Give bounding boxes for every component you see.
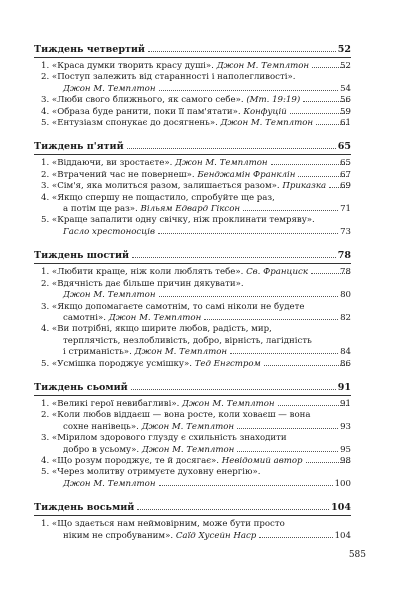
toc-entry[interactable] bbox=[34, 107, 351, 118]
toc-entry-line bbox=[41, 192, 351, 204]
entry-text bbox=[41, 455, 303, 467]
toc-entry[interactable] bbox=[34, 519, 351, 542]
entry-text bbox=[41, 467, 261, 478]
toc-section-heading[interactable] bbox=[34, 44, 351, 58]
entry-text bbox=[63, 445, 234, 456]
entry-page: 71 bbox=[340, 204, 351, 215]
toc-entry-line bbox=[41, 324, 351, 335]
entry-text bbox=[41, 118, 314, 129]
entry-text bbox=[41, 181, 327, 192]
toc-entry[interactable] bbox=[34, 158, 351, 169]
dot-leader bbox=[137, 509, 329, 510]
dot-leader bbox=[230, 353, 338, 354]
entry-text bbox=[63, 84, 156, 95]
entry-text bbox=[41, 324, 272, 335]
entry-text bbox=[41, 267, 308, 278]
entry-author: Джон М. Темплтон bbox=[134, 347, 228, 358]
toc-entry-line: 5. «Ентузіазм спонукає до досягнень». Джон М. Темплтон 61 bbox=[41, 118, 351, 129]
entry-author: Тед Енгстром bbox=[194, 358, 261, 369]
dot-leader bbox=[271, 164, 349, 165]
entry-text bbox=[41, 72, 296, 83]
toc-entry-line: 1. «Віддаючи, ви зростаєте». Джон М. Темплтон 65 bbox=[41, 158, 351, 169]
entry-text bbox=[63, 531, 256, 542]
entry-text bbox=[41, 301, 305, 313]
entry-quote: сохне нанівець». bbox=[63, 421, 142, 432]
toc-entry-line bbox=[41, 301, 351, 313]
entry-quote: 4. «Якщо спершу не пощастило, спробуйте ще раз, bbox=[41, 192, 275, 203]
entry-quote: 5. «Ентузіазм спонукає до досягнень». bbox=[41, 118, 221, 129]
entry-quote: 2. «Вдячність дає більше причин дякувати». bbox=[41, 278, 244, 289]
page-number: 585 bbox=[348, 550, 366, 560]
entry-quote: 3. «Якщо допомагаєте самотнім, то самі ніколи не будете bbox=[41, 301, 305, 312]
entry-quote: і стриманість». bbox=[63, 347, 135, 358]
entry-text bbox=[41, 215, 315, 226]
entry-text bbox=[63, 422, 234, 433]
entry-quote: 3. «Мірилом здорового глузду є схильність знаходити bbox=[41, 433, 287, 444]
section-page: 52 bbox=[337, 44, 351, 55]
entry-author: Св. Франциск bbox=[246, 267, 308, 278]
toc-entry-line bbox=[52, 84, 351, 95]
toc-entry[interactable] bbox=[34, 302, 351, 325]
entry-page: 95 bbox=[340, 444, 351, 455]
section-page: 78 bbox=[337, 250, 351, 262]
section-title: Тиждень шостий bbox=[34, 250, 130, 262]
toc-entry-line: 1. «Великі герої невибагливі». Джон М. Темплтон 91 bbox=[41, 398, 351, 409]
entry-text bbox=[41, 519, 285, 530]
entry-text bbox=[63, 204, 240, 215]
toc-entry[interactable] bbox=[34, 118, 351, 129]
entry-text bbox=[41, 433, 287, 444]
entry-text bbox=[41, 106, 287, 118]
toc-entry-line bbox=[41, 278, 351, 290]
entry-author: Приказка bbox=[282, 181, 327, 192]
entry-text bbox=[41, 61, 310, 72]
entry-author: Невідомий автор bbox=[221, 455, 303, 466]
entry-text bbox=[41, 192, 275, 204]
entry-page: 80 bbox=[340, 290, 351, 301]
entry-text bbox=[63, 227, 155, 238]
toc-section-heading[interactable] bbox=[34, 250, 351, 264]
toc-entry-line bbox=[41, 467, 351, 478]
entry-quote: 1. «Любити краще, ніж коли люблять тебе». bbox=[41, 267, 247, 278]
entry-text bbox=[63, 313, 201, 324]
toc-entry-line: 4. «Образа буде ранити, поки її пам'ятати». Конфуцій 59 bbox=[41, 106, 351, 117]
dot-leader bbox=[127, 148, 336, 149]
dot-leader bbox=[158, 233, 338, 234]
entry-quote: 5. «Краще запалити одну свічку, ніж проклинати темряву». bbox=[41, 215, 315, 226]
entry-author: Джон М. Темплтон bbox=[182, 398, 275, 409]
entry-quote: 1. «Що здається нам неймовірним, може бути просто bbox=[41, 519, 285, 530]
dot-leader bbox=[264, 365, 349, 366]
toc-entry-line bbox=[41, 410, 351, 421]
entry-text bbox=[41, 398, 275, 410]
toc-entry[interactable] bbox=[34, 433, 351, 456]
entry-quote: 1. «Віддаючи, ви зростаєте». bbox=[41, 158, 176, 169]
entry-quote: ніким не спробуваним». bbox=[63, 530, 176, 541]
dot-leader bbox=[159, 90, 339, 91]
entry-page: 73 bbox=[340, 226, 351, 237]
entry-text bbox=[63, 290, 156, 301]
toc-entry[interactable] bbox=[34, 215, 351, 238]
toc-entry[interactable] bbox=[34, 456, 351, 467]
entry-quote: 4. «Що розум породжує, те й досягає». bbox=[41, 455, 222, 466]
entry-quote: 5. «Усмішка породжує усмішку». bbox=[41, 358, 195, 369]
entry-quote: 2. «Поступ залежить від старанності і наполегливості». bbox=[41, 72, 296, 83]
entry-quote: 1. «Великі герої невибагливі». bbox=[41, 398, 183, 409]
dot-leader bbox=[132, 257, 336, 258]
dot-leader bbox=[243, 210, 338, 211]
toc-entry-line: 1. «Любити краще, ніж коли люблять тебе». Св. Франциск 78 bbox=[41, 267, 351, 278]
toc-entry-line bbox=[52, 336, 351, 347]
entry-quote: а потім ще раз». bbox=[63, 204, 141, 215]
entry-author: Джон М. Темплтон bbox=[220, 118, 314, 129]
entry-quote: 4. «Образа буде ранити, поки її пам'ятати». bbox=[41, 106, 244, 117]
entry-author: (Мт. 19:19) bbox=[246, 95, 301, 106]
dot-leader bbox=[148, 51, 336, 52]
entry-author: Конфуцій bbox=[243, 106, 287, 117]
toc-entry-line bbox=[52, 422, 351, 433]
entry-author: Вільям Едвард Гіксон bbox=[140, 204, 241, 215]
entry-quote: 4. «Ви потрібні, якщо ширите любов, радість, мир, bbox=[41, 324, 272, 335]
entry-quote: 1. «Краса думки творить красу душі». bbox=[41, 61, 217, 71]
section-page: 91 bbox=[337, 381, 351, 393]
toc-entry-line bbox=[52, 445, 351, 456]
toc-entry-line bbox=[52, 531, 351, 542]
toc-entry[interactable] bbox=[34, 72, 351, 95]
entry-text bbox=[41, 358, 261, 370]
entry-quote: самотні». bbox=[63, 312, 109, 323]
toc-entry[interactable] bbox=[34, 410, 351, 433]
entry-author: Джон М. Темплтон bbox=[141, 421, 235, 432]
entry-page: 84 bbox=[340, 347, 351, 358]
entry-text bbox=[41, 169, 296, 181]
section-title: Тиждень сьомий bbox=[34, 381, 128, 393]
section-page: 65 bbox=[337, 141, 351, 153]
section-page: 104 bbox=[331, 502, 351, 514]
entry-author: Джон М. Темплтон bbox=[63, 478, 156, 489]
toc-section bbox=[34, 502, 351, 542]
entry-author: Саїд Хусейн Наср bbox=[175, 530, 257, 541]
toc-entry[interactable] bbox=[34, 193, 351, 216]
toc-entry-line bbox=[41, 215, 351, 226]
dot-leader bbox=[204, 319, 338, 320]
toc-entry[interactable] bbox=[34, 267, 351, 278]
toc-entry-line: 1. «Краса думки творить красу душі». Джон М. Темплтон 52 bbox=[41, 61, 351, 71]
entry-quote: 2. «Втрачений час не повернеш». bbox=[41, 169, 198, 180]
entry-author: Джон М. Темплтон bbox=[141, 444, 235, 455]
toc-entry[interactable] bbox=[34, 324, 351, 358]
entry-author: Бенджамін Франклін bbox=[197, 169, 296, 180]
entry-text bbox=[41, 158, 268, 169]
entry-author: Джон М. Темплтон bbox=[108, 312, 202, 323]
toc-entry-line bbox=[41, 519, 351, 530]
dot-leader bbox=[131, 389, 336, 390]
entry-quote: 2. «Коли любов віддаєш — вона росте, коли ховаєш — вона bbox=[41, 410, 311, 421]
entry-author: Джон М. Темплтон bbox=[175, 158, 268, 169]
toc-section bbox=[34, 250, 351, 370]
toc-entry-line bbox=[52, 204, 351, 215]
section-title: Тиждень п'ятий bbox=[34, 141, 124, 153]
toc-entry[interactable] bbox=[34, 467, 351, 490]
toc-entry[interactable] bbox=[34, 279, 351, 302]
entry-page: 104 bbox=[334, 530, 351, 541]
toc-entry-line bbox=[52, 290, 351, 301]
entry-quote: 3. «Люби свого ближнього, як самого себе». bbox=[41, 95, 247, 106]
toc-section bbox=[34, 44, 351, 129]
toc-entry[interactable] bbox=[34, 359, 351, 370]
entry-text bbox=[41, 278, 244, 290]
entry-quote: 3. «Сім'я, яка молиться разом, залишається разом». bbox=[41, 181, 283, 192]
toc-entry-line bbox=[52, 479, 351, 490]
toc-entry-line: 4. «Що розум породжує, те й досягає». Невідомий автор 98 bbox=[41, 455, 351, 466]
entry-author: Джон М. Темплтон bbox=[63, 290, 156, 301]
toc-section-heading[interactable] bbox=[34, 141, 351, 155]
entry-text bbox=[63, 336, 312, 347]
dot-leader bbox=[237, 451, 338, 452]
toc-entry-line bbox=[41, 433, 351, 444]
dot-leader bbox=[278, 405, 349, 406]
dot-leader bbox=[159, 485, 333, 486]
entry-author: Джон М. Темплтон bbox=[63, 83, 156, 94]
dot-leader bbox=[159, 296, 339, 297]
dot-leader bbox=[237, 428, 338, 429]
entry-page: 54 bbox=[340, 83, 351, 94]
entry-page: 93 bbox=[340, 421, 351, 432]
toc-entry-line bbox=[52, 313, 351, 324]
toc-entry[interactable] bbox=[34, 61, 351, 72]
section-title: Тиждень восьмий bbox=[34, 502, 135, 514]
toc-section-heading[interactable] bbox=[34, 502, 351, 516]
entry-text bbox=[63, 347, 227, 358]
toc-entry[interactable] bbox=[34, 399, 351, 410]
toc-entry[interactable] bbox=[34, 95, 351, 106]
toc-section bbox=[34, 141, 351, 238]
entry-text bbox=[41, 95, 301, 106]
toc-entry[interactable] bbox=[34, 181, 351, 192]
toc-entry-line bbox=[52, 347, 351, 358]
entry-quote: 5. «Через молитву отримуєте духовну енергію». bbox=[41, 467, 261, 478]
toc-entry-line bbox=[41, 72, 351, 83]
entry-quote: терплячість, незлобливість, добро, вірність, лагідність bbox=[63, 335, 312, 346]
toc-section bbox=[34, 382, 351, 490]
toc-entry-line: 3. «Люби свого ближнього, як самого себе». (Мт. 19:19) 56 bbox=[41, 95, 351, 106]
toc-entry-line bbox=[52, 227, 351, 238]
entry-page: 100 bbox=[334, 478, 351, 489]
toc-entry-line: 3. «Сім'я, яка молиться разом, залишається разом». Приказка 69 bbox=[41, 181, 351, 192]
dot-leader bbox=[259, 537, 332, 538]
toc-entry-line: 2. «Втрачений час не повернеш». Бенджамін Франклін 67 bbox=[41, 169, 351, 180]
entry-page: 82 bbox=[340, 312, 351, 323]
entry-author: Гасло хрестоносців bbox=[63, 226, 155, 237]
toc-entry[interactable] bbox=[34, 170, 351, 181]
toc-entry-line: 5. «Усмішка породжує усмішку». Тед Енгстром 86 bbox=[41, 358, 351, 369]
table-of-contents bbox=[34, 44, 351, 554]
entry-text bbox=[63, 479, 156, 490]
entry-text bbox=[41, 410, 311, 421]
toc-section-heading[interactable] bbox=[34, 382, 351, 396]
entry-quote: добро в усьому». bbox=[63, 444, 142, 455]
entry-author: Джон М. Темплтон bbox=[216, 61, 310, 71]
section-title: Тиждень четвертий bbox=[34, 44, 145, 55]
